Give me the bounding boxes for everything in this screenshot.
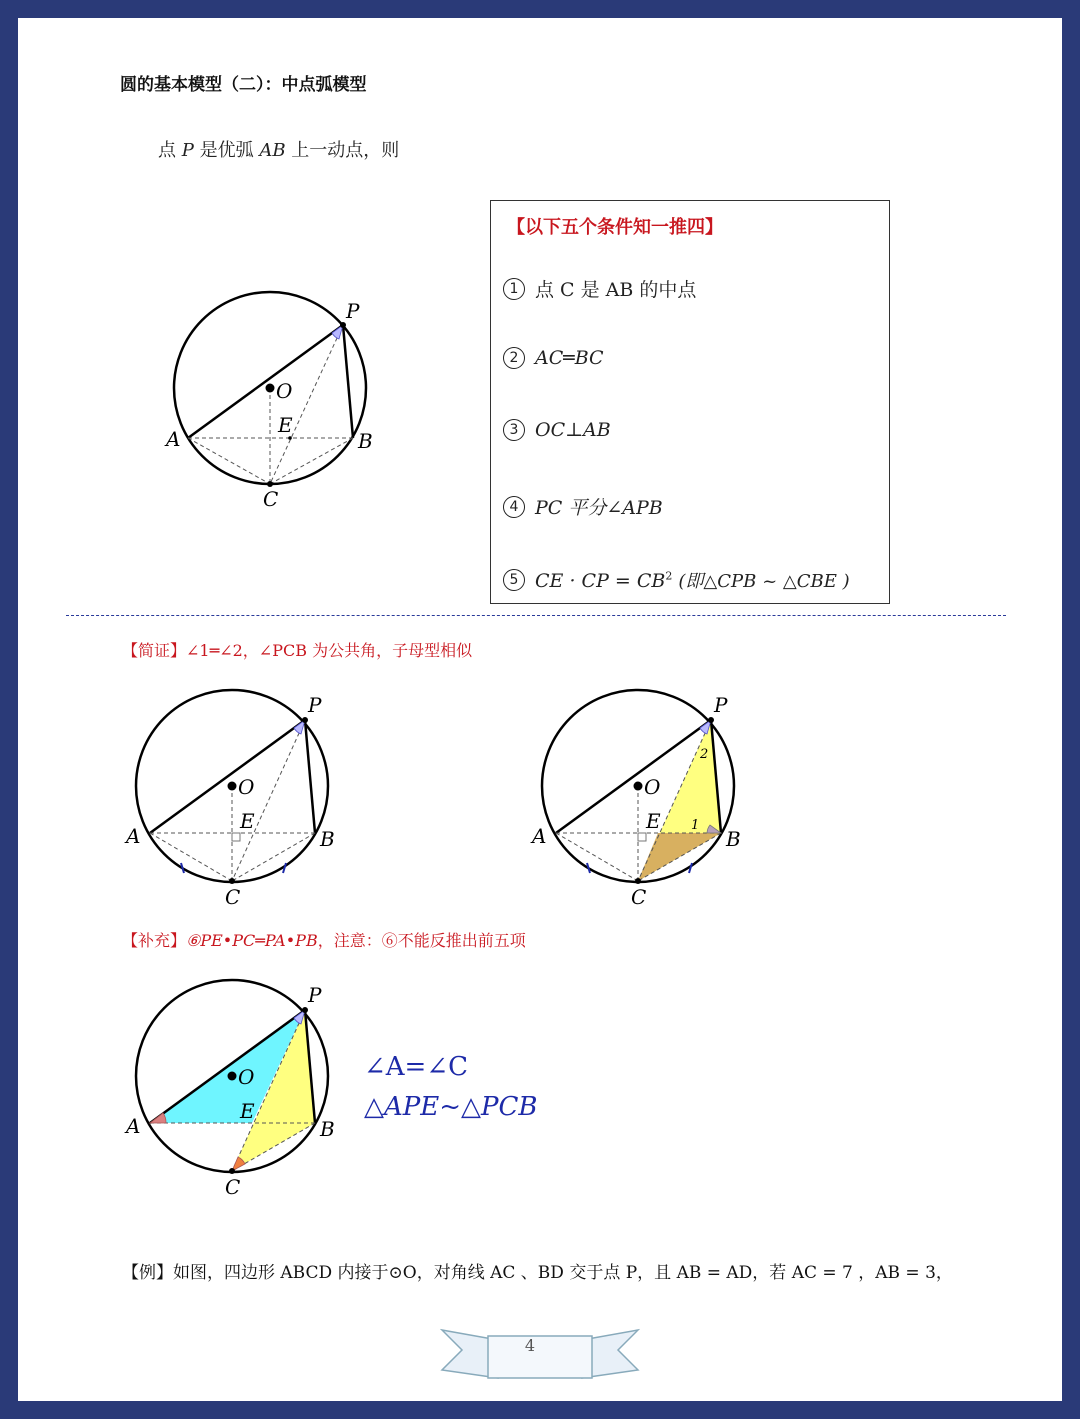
intro-prefix: 点 [158, 140, 176, 161]
fig4-label-e: E [240, 1099, 255, 1123]
intro-var-p: P [181, 140, 194, 161]
fig3-point-c [635, 878, 641, 884]
fig1-label-c: C [263, 487, 279, 511]
conditions-box [490, 200, 890, 604]
condition-tail: (即△CPB ~ △CBE ) [678, 571, 850, 592]
fig3-label-c: C [631, 885, 647, 909]
fig2-label-p: P [308, 693, 322, 717]
fig4-label-b: B [320, 1117, 335, 1141]
fig3-label-a: A [532, 824, 547, 848]
supplement-formula: ⑥PE•PC═PA•PB [186, 931, 318, 950]
fig1-label-a: A [166, 427, 181, 451]
fig2-label-o: O [238, 775, 255, 799]
fig4-label-p: P [308, 983, 322, 1007]
example-text: 【例】如图，四边形 ABCD 内接于⊙O，对角线 AC 、BD 交于点 P，且 AB = AD，若 AC = 7 ，AB = 3， [122, 1263, 953, 1283]
section-divider [66, 615, 1006, 616]
fig3-label-angle-2: 2 [700, 747, 709, 762]
fig3-right-angle-mark [638, 833, 646, 841]
fig2-label-c: C [225, 885, 241, 909]
fig3-point-o [634, 782, 643, 791]
intro-text [158, 136, 399, 162]
fig4-label-o: O [238, 1065, 255, 1089]
condition-text: OC⊥AB [535, 419, 611, 441]
condition-3 [503, 419, 611, 441]
fig1-dash-bc [270, 438, 353, 484]
condition-2 [503, 347, 604, 369]
fig1-point-o [266, 384, 275, 393]
fig4-label-c: C [225, 1175, 241, 1199]
condition-sup: 2 [665, 569, 673, 583]
figure-proof-right [524, 686, 764, 916]
condition-text: AC═BC [535, 347, 604, 369]
condition-number: 2 [503, 347, 525, 369]
supplement-text: ，注意：⑥不能反推出前五项 [317, 931, 526, 950]
condition-text: PC 平分∠APB [535, 497, 663, 519]
fig2-label-b: B [320, 827, 335, 851]
fig3-point-p [708, 717, 714, 723]
intro-suffix: 上一动点，则 [291, 140, 400, 161]
fig2-point-o [228, 782, 237, 791]
condition-text: 点 C 是 AB 的中点 [535, 279, 697, 301]
fig2-label-e: E [240, 809, 255, 833]
fig3-label-p: P [714, 693, 728, 717]
condition-number: 5 [503, 569, 525, 591]
conditions-title: 【以下五个条件知一推四】 [507, 217, 723, 238]
condition-number: 4 [503, 496, 525, 518]
fig4-point-o [228, 1072, 237, 1081]
figure-main [156, 288, 386, 518]
fig3-label-o: O [644, 775, 661, 799]
fig4-point-c [229, 1168, 235, 1174]
similarity-note-angle: ∠A=∠C [364, 1052, 469, 1082]
similarity-note-triangle: △APE~△PCB [364, 1092, 538, 1122]
fig4-angle-a [150, 1113, 166, 1123]
fig2-label-a: A [126, 824, 141, 848]
fig1-label-e: E [278, 413, 293, 437]
fig4-point-p [302, 1007, 308, 1013]
intro-var-ab: AB [259, 140, 286, 161]
fig1-label-p: P [346, 299, 360, 323]
proof-note: 【简证】∠1═∠2，∠PCB 为公共角，子母型相似 [122, 641, 473, 660]
fig1-label-o: O [276, 379, 293, 403]
condition-5 [503, 567, 850, 593]
page-title: 圆的基本模型（二）：中点弧模型 [120, 75, 367, 95]
fig3-label-angle-1: 1 [691, 818, 700, 833]
intro-mid: 是优弧 [199, 140, 254, 161]
figure-supplement [118, 976, 358, 1206]
fig1-label-b: B [358, 429, 373, 453]
fig1-chord-ap [188, 325, 343, 438]
figure-proof-left [118, 686, 358, 916]
condition-number: 1 [503, 278, 525, 300]
fig1-dash-ac [188, 438, 270, 484]
condition-4 [503, 493, 663, 520]
fig1-chord-pb [343, 325, 353, 438]
fig4-label-a: A [126, 1114, 141, 1138]
condition-text: CE · CP = CB [535, 570, 666, 592]
page [18, 18, 1062, 1401]
condition-1 [503, 275, 696, 302]
supplement-label: 【补充】 [122, 931, 187, 950]
page-number: 4 [524, 1336, 536, 1355]
fig2-dash-pc [232, 720, 305, 881]
condition-number: 3 [503, 419, 525, 441]
fig3-label-b: B [726, 827, 741, 851]
fig2-point-p [302, 717, 308, 723]
fig3-label-e: E [646, 809, 661, 833]
fig2-point-c [229, 878, 235, 884]
supplement-note [122, 928, 526, 951]
fig2-chord-ap [150, 720, 305, 833]
fig2-right-angle-mark [232, 833, 240, 841]
